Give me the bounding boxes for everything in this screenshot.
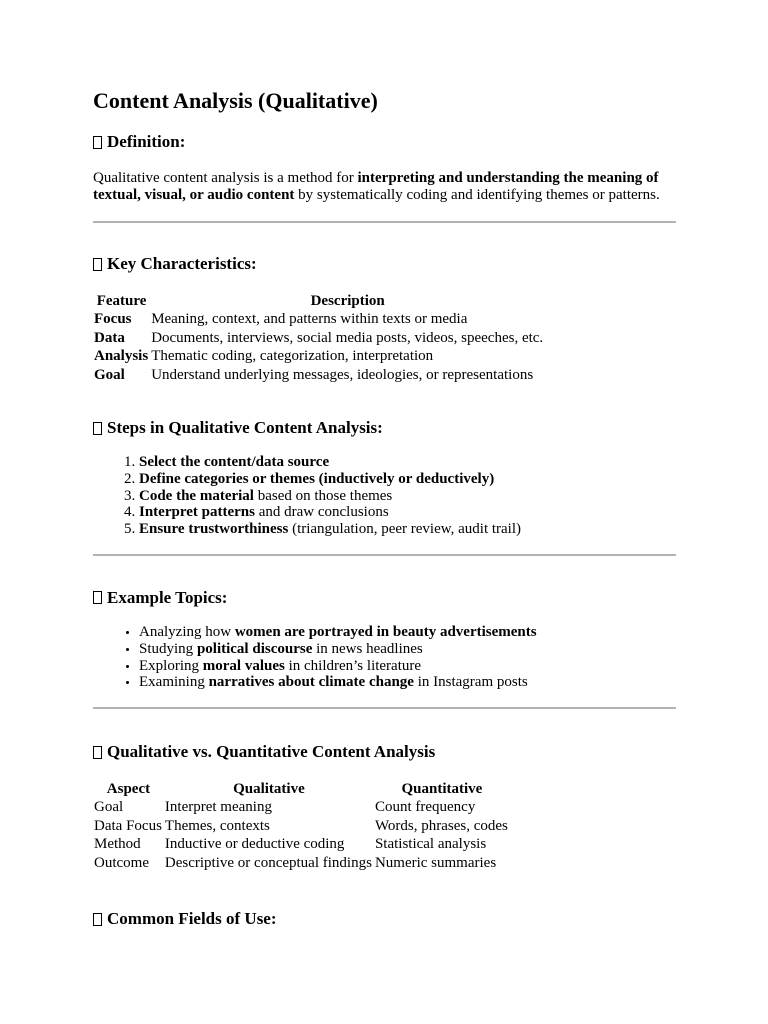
step-bold: Code the material: [139, 487, 254, 504]
missing-glyph-box-icon: [93, 258, 102, 271]
step-rest: and draw conclusions: [254, 504, 389, 521]
example-text: Exploring: [139, 657, 203, 674]
list-item: [139, 471, 676, 488]
table-row: [93, 366, 545, 385]
column-header: Aspect: [106, 781, 151, 798]
list-item: [139, 624, 676, 641]
table-cell: Data: [94, 329, 125, 346]
document-content: [93, 88, 676, 930]
list-item: [139, 521, 676, 538]
column-header: Quantitative: [401, 781, 483, 798]
table-row: [93, 347, 545, 366]
example-bold: narratives about climate change: [208, 674, 414, 691]
table-cell: Understand underlying messages, ideologies, or representations: [151, 366, 534, 383]
table-cell: Data Focus: [94, 817, 162, 834]
table-cell: Outcome: [94, 854, 149, 871]
steps-heading: [93, 417, 676, 439]
table-cell: Count frequency: [374, 799, 476, 816]
list-item: [139, 454, 676, 471]
divider: [93, 554, 676, 556]
definition-paragraph: [93, 170, 676, 204]
example-text: in news headlines: [312, 640, 423, 657]
example-bold: women are portrayed in beauty advertisements: [234, 623, 537, 640]
table-cell: Numeric summaries: [374, 854, 497, 871]
examples-heading-text: Example Topics:: [107, 587, 228, 607]
table-cell: Inductive or deductive coding: [164, 836, 345, 853]
table-row: [93, 854, 510, 873]
table-row: [93, 798, 510, 817]
step-bold: Ensure trustworthiness: [139, 521, 289, 538]
example-text: in Instagram posts: [413, 674, 528, 691]
definition-text-before: Qualitative content analysis is a method for: [93, 170, 358, 186]
divider: [93, 221, 676, 223]
examples-list: [93, 624, 676, 691]
comparison-heading: [93, 741, 676, 763]
table-header-row: [93, 780, 510, 798]
table-cell: Documents, interviews, social media posts, videos, speeches, etc.: [151, 329, 544, 346]
missing-glyph-box-icon: [93, 136, 102, 149]
steps-heading-text: Steps in Qualitative Content Analysis:: [107, 418, 383, 437]
table-row: [93, 817, 510, 836]
table-cell: Analysis: [94, 348, 149, 364]
characteristics-heading: [93, 253, 676, 275]
step-rest: based on those themes: [253, 487, 393, 504]
table-cell: Goal: [94, 799, 124, 816]
fields-heading: [93, 908, 676, 930]
step-rest: (triangulation, peer review, audit trail): [288, 521, 522, 538]
missing-glyph-box-icon: [93, 591, 102, 604]
list-item: [139, 641, 676, 658]
table-cell: Method: [94, 836, 141, 853]
table-cell: Themes, contexts: [164, 817, 270, 834]
table-cell: Statistical analysis: [374, 836, 487, 853]
column-header: Feature: [96, 293, 147, 309]
missing-glyph-box-icon: [93, 913, 102, 926]
definition-heading-text: Definition:: [107, 132, 186, 151]
table-cell: Words, phrases, codes: [374, 817, 508, 834]
table-cell: Interpret meaning: [164, 799, 272, 816]
table-row: [93, 310, 545, 329]
page-title: Content Analysis (Qualitative): [93, 88, 378, 113]
missing-glyph-box-icon: [93, 422, 102, 435]
step-bold: Select the content/data source: [139, 454, 330, 470]
divider: [93, 707, 676, 709]
steps-list: [93, 454, 676, 538]
list-item: [139, 674, 676, 691]
example-text: Analyzing how: [139, 623, 235, 640]
comparison-table: [93, 780, 510, 872]
step-bold: Interpret patterns: [139, 504, 255, 521]
examples-heading: [93, 587, 676, 609]
table-cell: Descriptive or conceptual findings: [164, 854, 372, 871]
example-text: Studying: [139, 640, 197, 657]
fields-heading-text: Common Fields of Use:: [107, 909, 277, 929]
example-bold: moral values: [202, 657, 285, 674]
list-item: [139, 504, 676, 521]
comparison-heading-text: Qualitative vs. Quantitative Content Analysis: [107, 742, 436, 762]
table-cell: Meaning, context, and patterns within texts or media: [151, 311, 468, 327]
table-header-row: [93, 292, 545, 310]
list-item: [139, 658, 676, 675]
characteristics-heading-text: Key Characteristics:: [107, 254, 257, 273]
column-header: Description: [310, 293, 385, 309]
column-header: Qualitative: [233, 781, 305, 798]
table-cell: Goal: [94, 366, 125, 383]
missing-glyph-box-icon: [93, 746, 102, 759]
step-bold: Define categories or themes (inductively or deductively): [139, 470, 495, 487]
example-text: in children’s literature: [284, 657, 422, 674]
table-row: [93, 329, 545, 348]
definition-heading: [93, 131, 676, 153]
definition-text-bold: interpreting and understanding the meaning of textual, visual, or audio content: [93, 170, 659, 203]
definition-text-after: by systematically coding and identifying themes or patterns.: [294, 187, 660, 203]
table-row: [93, 835, 510, 854]
list-item: [139, 488, 676, 505]
table-cell: Focus: [94, 311, 132, 327]
table-cell: Thematic coding, categorization, interpretation: [151, 348, 434, 364]
characteristics-table: [93, 292, 545, 384]
example-text: Examining: [139, 674, 209, 691]
example-bold: political discourse: [196, 640, 313, 657]
